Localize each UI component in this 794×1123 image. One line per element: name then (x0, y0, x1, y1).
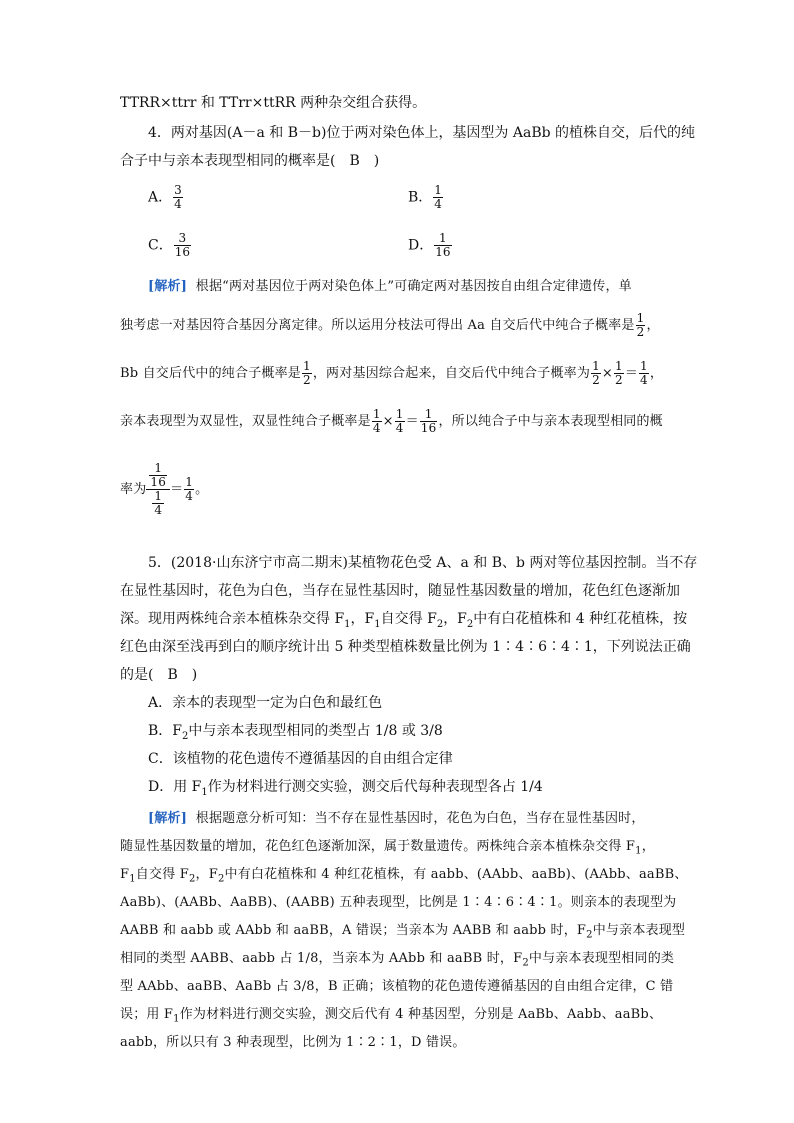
q4-stem-line1: 4．两对基因(A－a 和 B－b)位于两对染色体上，基因型为 AaBb 的植株自交，后代的纯 (148, 125, 696, 141)
q5-analysis-line7: 型 AAbb、aaBB、AaBb 占 3/8，B 正确；该植物的花色遗传遵循基因的自由组合定律，C 错 (120, 979, 674, 994)
q5-option-a: A．亲本的表现型一定为白色和最红色 (148, 695, 383, 711)
q5-stem-line5: 的是( B ) (120, 667, 198, 683)
q4-option-b: B． $\frac{1}{4}$ (408, 183, 442, 211)
q4-analysis-line2: 独考虑一对基因符合基因分离定律。所以运用分枝法可得出 Aa 自交后代中纯合子概率是 $\frac{1}{2}$ ， (120, 311, 660, 339)
q5-stem-line1: 5．(2018·山东济宁市高二期末)某植物花色受 A、a 和 B、b 两对等位基因控制。当不存 (148, 555, 698, 571)
option-a-fraction: $\frac{3}{4}$ (174, 183, 182, 211)
q4-analysis-line3: Bb 自交后代中的纯合子概率是 $\frac{1}{2}$ ，两对基因综合起来，自交后代中纯合子概率为 $\frac{1}{2}$ × $\frac{1}{2}$ ＝ $\frac{1}{4}$ ， (120, 359, 664, 387)
option-d-fraction: $\frac{1}{16}$ (435, 231, 451, 259)
q5-option-c: C．该植物的花色遗传不遵循基因的自由组合定律 (148, 751, 453, 767)
compound-fraction: $\frac{\frac{1}{16}}{\frac{1}{4}}$ (146, 462, 170, 517)
q4-stem-line2: 合子中与亲本表现型相同的概率是( B ) (120, 153, 380, 169)
analysis-tag: [解析] (148, 279, 188, 294)
option-b-fraction: $\frac{1}{4}$ (434, 183, 442, 211)
q5-analysis-line2: 随显性基因数量的增加，花色红色逐渐加深，属于数量遗传。两株纯合亲本植株杂交得 $F_1$， (120, 839, 655, 857)
q5-option-b: B．$F_2$中与亲本表现型相同的类型占 1/8 或 3/8 (148, 723, 443, 742)
q4-option-d: D． $\frac{1}{16}$ (408, 231, 451, 259)
q5-stem-line3: 深。现用两株纯合亲本植株杂交得 $F_1$，$F_1$自交得 $F_2$，$F_2$中有白花植株和 4 种红花植株，按 (120, 611, 688, 630)
q4-option-a: A． $\frac{3}{4}$ (148, 183, 182, 211)
q5-analysis-line3: $F_1$自交得 $F_2$，$F_2$中有白花植株和 4 种红花植株，有 aabb、(AAbb、aaBb)、(AAbb、aaBB、 (120, 867, 688, 885)
q5-stem-line4: 红色由深至浅再到白的顺序统计出 5 种类型植株数量比例为 1∶4∶6∶4∶1，下列说法正确 (120, 639, 691, 655)
q4-option-c: C． $\frac{3}{16}$ (148, 231, 190, 259)
q5-option-d: D．用 $F_1$作为材料进行测交实验，测交后代每种表现型各占 1/4 (148, 779, 543, 798)
analysis-tag: [解析] (148, 811, 188, 826)
q4-analysis-line4: 亲本表现型为双显性，双显性纯合子概率是 $\frac{1}{4}$ × $\frac{1}{4}$ ＝ $\frac{1}{16}$ ，所以纯合子中与亲本表现型相同的概 (120, 407, 663, 435)
q5-analysis-line6: 相同的类型 AABB、aabb 占 1/8，当亲本为 AAbb 和 aaBB 时，$F_2$中与亲本表现型相同的类 (120, 951, 675, 969)
q5-analysis-line9: aabb，所以只有 3 种表现型，比例为 1∶2∶1，D 错误。 (120, 1035, 466, 1050)
q5-stem-line2: 在显性基因时，花色为白色，当存在显性基因时，随显性基因数量的增加，花色红色逐渐加 (120, 583, 680, 599)
q5-analysis-line1: [解析] 根据题意分析可知：当不存在显性基因时，花色为白色，当存在显性基因时， (148, 811, 645, 826)
previous-answer-tail: TTRR×ttrr 和 TTrr×ttRR 两种杂交组合获得。 (120, 95, 427, 111)
q5-analysis-line4: AaBb)、(AABb、AaBB)、(AABB) 五种表现型，比例是 1∶4∶6∶4∶1。则亲本的表现型为 (120, 895, 677, 910)
q4-analysis-line5: 率为 $\frac{\frac{1}{16}}{\frac{1}{4}}$ ＝ $\frac{1}{4}$ 。 (120, 461, 209, 517)
option-c-fraction: $\frac{3}{16}$ (174, 231, 190, 259)
q5-analysis-line5: AABB 和 aabb 或 AAbb 和 aaBB，A 错误；当亲本为 AABB 和 aabb 时，$F_2$中与亲本表现型 (120, 923, 686, 941)
q5-analysis-line8: 误；用 $F_1$作为材料进行测交实验，测交后代有 4 种基因型，分别是 AaBb、Aabb、aaBb、 (120, 1007, 663, 1025)
q4-analysis-line1: [解析] 根据“两对基因位于两对染色体上”可确定两对基因按自由组合定律遗传，单 (148, 279, 632, 294)
